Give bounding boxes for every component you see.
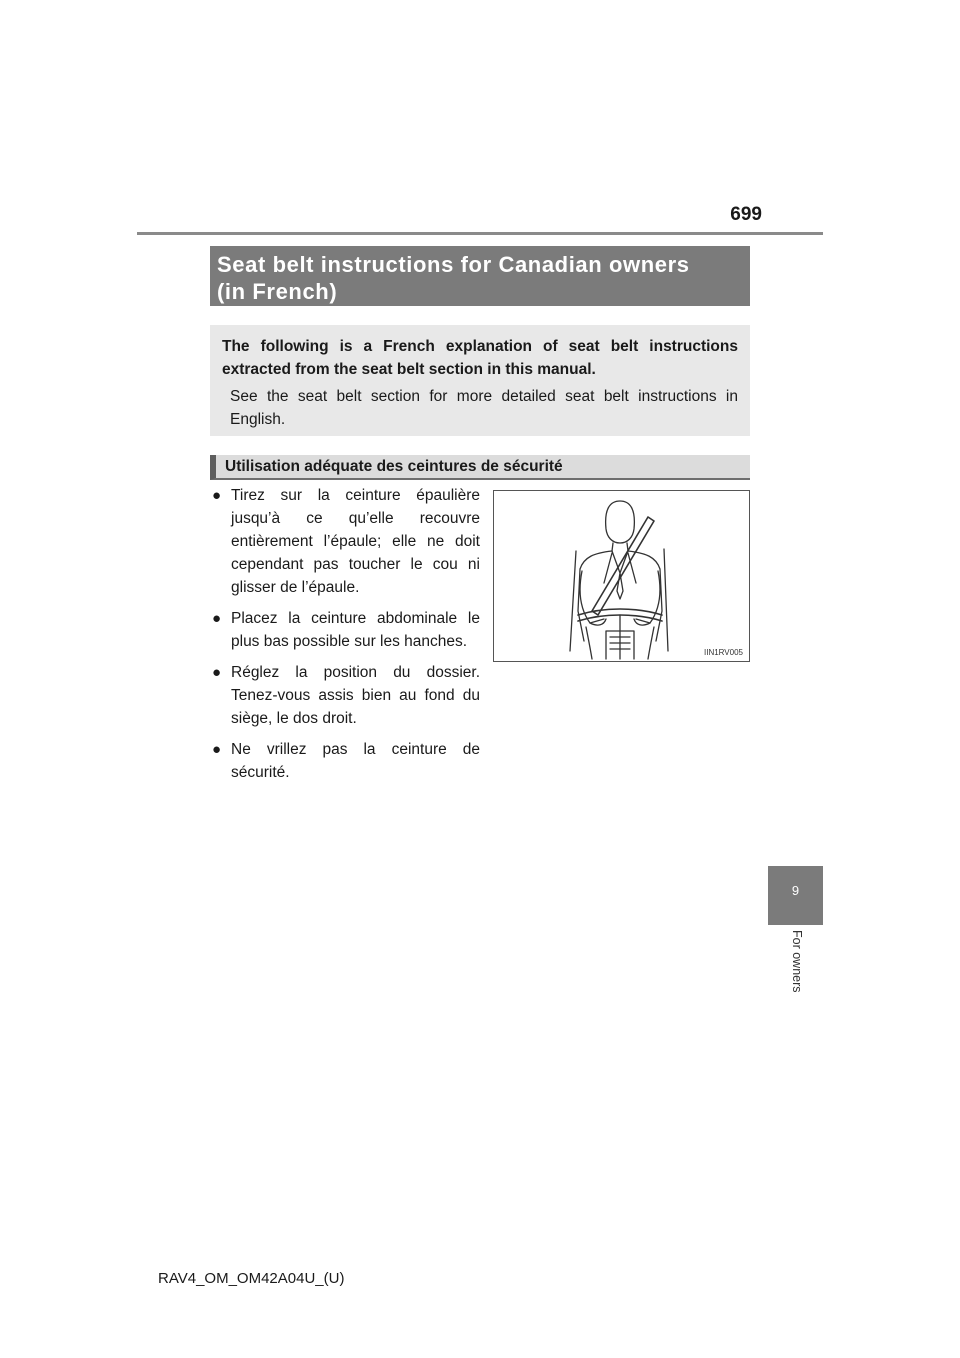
- bullet-icon: ●: [212, 610, 222, 627]
- bullet-icon: ●: [212, 487, 222, 504]
- list-item-text: Tirez sur la ceinture épaulière jusqu’à ce qu’elle recouvre entièrement l’épaule; elle ne doit cependant pas toucher le cou ni glisser de l’épaule.: [231, 487, 480, 596]
- list-item: [212, 661, 480, 730]
- page-title: [210, 246, 750, 306]
- header-rule: [137, 232, 823, 235]
- chapter-label-text: For owners: [790, 930, 804, 993]
- list-item-text: Réglez la position du dossier. Tenez-vous assis bien au fond du siège, le dos droit.: [231, 664, 480, 727]
- intro-note: See the seat belt section for more detailed seat belt instructions in English.: [230, 388, 738, 428]
- seated-person-icon: [494, 491, 749, 661]
- seat-belt-figure: [493, 490, 750, 662]
- chapter-label: [788, 930, 806, 1010]
- list-item: [212, 607, 480, 653]
- list-item-text: Placez la ceinture abdominale le plus bas possible sur les hanches.: [231, 610, 480, 650]
- section-heading: Utilisation adéquate des ceintures de sécurité: [210, 455, 750, 480]
- page-title-line1: Seat belt instructions for Canadian owners: [217, 252, 690, 277]
- bullet-icon: ●: [212, 664, 222, 681]
- chapter-tab: 9: [768, 866, 823, 925]
- list-item-text: Ne vrillez pas la ceinture de sécurité.: [231, 741, 480, 781]
- bullet-list: [212, 484, 480, 792]
- list-item: [212, 738, 480, 784]
- list-item: [212, 484, 480, 599]
- document-code: RAV4_OM_OM42A04U_(U): [158, 1270, 345, 1287]
- bullet-icon: ●: [212, 741, 222, 758]
- intro-box: [210, 325, 750, 436]
- intro-summary: The following is a French explanation of seat belt instructions extracted from the seat belt section in this manual.: [222, 338, 738, 378]
- figure-code: IIN1RV005: [704, 648, 743, 657]
- page-title-line2: (in French): [217, 279, 338, 304]
- page-number: 699: [730, 204, 762, 225]
